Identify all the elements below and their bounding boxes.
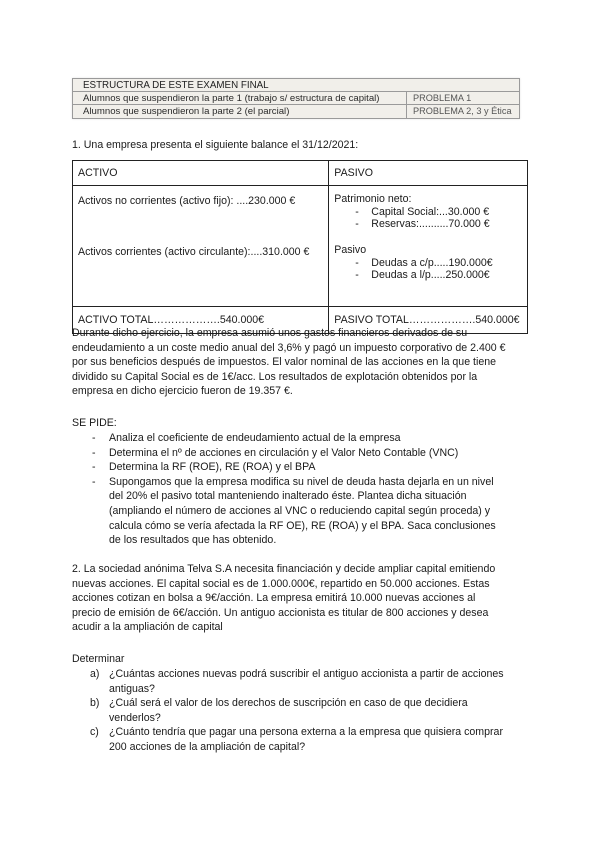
question-item [90, 667, 519, 696]
paragraph-line: acciones cotizan en bolsa a 9€/acción. La empresa emitirá 10.000 nuevas acciones al [72, 592, 476, 605]
task-dash: - [92, 475, 96, 488]
determinar-heading: Determinar [72, 653, 125, 665]
reservas-dash: - [355, 218, 359, 230]
problem1-task-list [92, 431, 527, 548]
paragraph-line: dividido su Capital Social es de 1€/acc. Los resultados de explotación obtenidos por la [72, 370, 478, 383]
exam-structure-title-row [73, 79, 519, 92]
exam-structure-row [73, 105, 519, 118]
deudas-lp-line: Deudas a l/p.....250.000€ [371, 269, 490, 281]
task-item [92, 431, 527, 446]
paragraph-line: 2. La sociedad anónima Telva S.A necesita financiación y decide ampliar capital emitiendo [72, 563, 496, 575]
question-line: 200 acciones de la ampliación de capital? [109, 740, 306, 753]
exam-structure-problem: PROBLEMA 1 [413, 93, 472, 103]
problem2-statement [72, 562, 530, 635]
activo-cell [73, 186, 329, 307]
paragraph-line: por sus beneficios después de impuestos. El valor nominal de las acciones en la que tiene [72, 356, 497, 369]
task-dash: - [92, 461, 96, 474]
activo-header: ACTIVO [73, 161, 329, 186]
task-line: Supongamos que la empresa modifica su nivel de deuda hasta dejarla en un nivel [109, 475, 494, 488]
question-label: a) [90, 668, 100, 680]
patrimonio-neto-label: Patrimonio neto: [334, 193, 412, 205]
task-line: Analiza el coeficiente de endeudamiento actual de la empresa [109, 432, 401, 444]
task-line: calcula cómo se vería afectada la RF OE), RE (ROA) y el BPA. Saca conclusiones [109, 519, 496, 532]
task-line: (ampliando el número de acciones al VNC o reduciendo capital según proceda) y [109, 504, 491, 517]
capital-social-line: Capital Social:...30.000 € [371, 205, 490, 218]
question-line: ¿Cuántas acciones nuevas podrá suscribir el antiguo accionista a partir de acciones [109, 668, 504, 680]
problem1-statement [72, 326, 530, 399]
capital-social-dash: - [355, 205, 359, 218]
question-line: antiguas? [109, 682, 155, 695]
balance-sheet-table [72, 160, 528, 334]
task-item [92, 475, 527, 548]
reservas-line: Reservas:..........70.000 € [371, 218, 490, 230]
activo-no-corriente: Activos no corrientes (activo fijo): ....230.000 € [78, 195, 296, 207]
question-item [90, 725, 519, 754]
paragraph-line: endeudamiento a un coste medio anual del 3,6% y pagó un impuesto corporativo de 2.400 € [72, 341, 506, 354]
deudas-cp-dash: - [355, 256, 359, 269]
question-line: ¿Cuánto tendría que pagar una persona externa a la empresa que quisiera comprar [109, 726, 503, 739]
activo-corriente: Activos corrientes (activo circulante):....310.000 € [78, 246, 310, 258]
task-item [92, 446, 527, 461]
deudas-lp-dash: - [355, 269, 359, 281]
task-line: de los resultados que has obtenido. [109, 534, 277, 547]
task-dash: - [92, 446, 96, 459]
task-dash: - [92, 432, 96, 444]
exam-structure-problem: PROBLEMA 2, 3 y Ética [413, 106, 512, 116]
task-line: del 20% el pasivo total manteniendo inalterado éste. Plantea dicha situación [109, 490, 467, 503]
question-item [90, 696, 519, 725]
question-line: venderlos? [109, 711, 161, 724]
question-line: ¿Cuál será el valor de los derechos de suscripción en caso de que decidiera [109, 697, 468, 710]
activo-total: ACTIVO TOTAL……………….540.000€ [73, 307, 329, 334]
task-line: Determina la RF (ROE), RE (ROA) y el BPA [109, 461, 316, 474]
exam-structure-table [72, 78, 520, 119]
se-pide-heading: SE PIDE: [72, 417, 117, 429]
paragraph-line: nuevas acciones. El capital social es de 1.000.000€, repartido en 50.000 acciones. Estas [72, 577, 490, 590]
exam-structure-group: Alumnos que suspendieron la parte 2 (el parcial) [73, 105, 407, 118]
pasivo-label: Pasivo [334, 244, 367, 256]
pasivo-cell [329, 186, 528, 307]
exam-structure-group: Alumnos que suspendieron la parte 1 (trabajo s/ estructura de capital) [73, 92, 407, 104]
pasivo-header: PASIVO [329, 161, 528, 186]
deudas-cp-line: Deudas a c/p.....190.000€ [371, 256, 493, 269]
question-label: c) [90, 726, 99, 739]
exam-structure-row [73, 92, 519, 105]
problem2-question-list [90, 667, 519, 755]
paragraph-line: acudir a la ampliación de capital [72, 621, 223, 634]
exam-structure-title: ESTRUCTURA DE ESTE EXAMEN FINAL [83, 80, 269, 91]
paragraph-line: empresa en dicho ejercicio fueron de 19.357 €. [72, 385, 293, 398]
paragraph-line: Durante dicho ejercicio, la empresa asumió unos gastos financieros derivados de su [72, 327, 468, 339]
task-item [92, 460, 527, 475]
task-line: Determina el nº de acciones en circulación y el Valor Neto Contable (VNC) [109, 446, 459, 459]
problem1-intro: 1. Una empresa presenta el siguiente balance el 31/12/2021: [72, 139, 359, 151]
paragraph-line: precio de emisión de 6€/acción. Un antiguo accionista es titular de 800 acciones y desea [72, 606, 489, 619]
pasivo-total: PASIVO TOTAL……………….540.000€ [329, 307, 528, 334]
question-label: b) [90, 697, 100, 710]
